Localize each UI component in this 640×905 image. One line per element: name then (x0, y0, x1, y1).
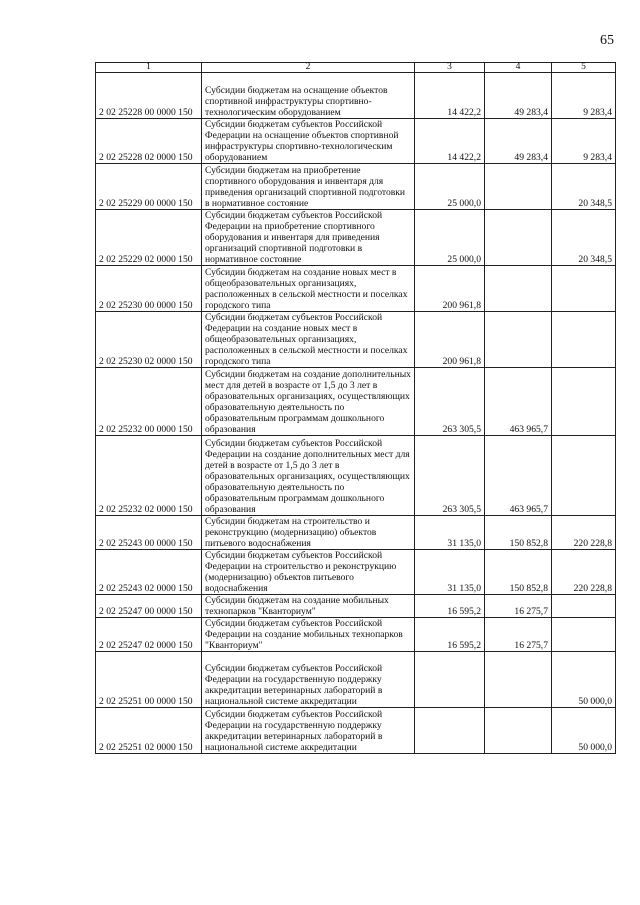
value-col4-cell: 16 275,7 (485, 618, 552, 652)
value-col3-cell (415, 708, 485, 754)
column-header: 4 (485, 63, 552, 73)
description-cell: Субсидии бюджетам на создание новых мест в общеобразовательных организациях, расположенных в сельской местности и поселках городского типа (202, 266, 415, 312)
value-col4-cell: 463 965,7 (485, 368, 552, 436)
description-cell: Субсидии бюджетам субъектов Российской Федерации на государственную поддержку аккредитации ветеринарных лабораторий в национальной системе аккредитации (202, 652, 415, 708)
value-col4-cell: 49 283,4 (485, 73, 552, 119)
value-col3-cell: 25 000,0 (415, 164, 485, 210)
value-col4-cell: 16 275,7 (485, 595, 552, 618)
description-cell: Субсидии бюджетам субъектов Российской Федерации на создание мобильных технопарков "Кванториум" (202, 618, 415, 652)
column-header: 3 (415, 63, 485, 73)
column-header: 5 (552, 63, 616, 73)
column-header: 2 (202, 63, 415, 73)
description-cell: Субсидии бюджетам на оснащение объектов спортивной инфраструктуры спортивно-технологическим оборудованием (202, 73, 415, 119)
value-col4-cell (485, 266, 552, 312)
value-col5-cell (552, 595, 616, 618)
description-cell: Субсидии бюджетам субъектов Российской Федерации на строительство и реконструкцию (модернизацию) объектов питьевого водоснабжения (202, 550, 415, 595)
value-col3-cell: 25 000,0 (415, 210, 485, 266)
budget-code-cell: 2 02 25229 00 0000 150 (96, 164, 202, 210)
budget-code-cell: 2 02 25251 02 0000 150 (96, 708, 202, 754)
table-row (96, 516, 616, 550)
value-col4-cell (485, 164, 552, 210)
budget-code-cell: 2 02 25247 02 0000 150 (96, 618, 202, 652)
value-col3-cell (415, 652, 485, 708)
table-row (96, 652, 616, 708)
value-col5-cell (552, 368, 616, 436)
table-body (96, 73, 616, 754)
description-cell: Субсидии бюджетам на создание дополнительных мест для детей в возрасте от 1,5 до 3 лет в образовательных организациях, осуществляющих образовательную деятельность по образовательным программам дошкольного образования (202, 368, 415, 436)
budget-code-cell: 2 02 25228 02 0000 150 (96, 119, 202, 164)
value-col3-cell: 200 961,8 (415, 312, 485, 368)
value-col3-cell: 200 961,8 (415, 266, 485, 312)
budget-code-cell: 2 02 25229 02 0000 150 (96, 210, 202, 266)
value-col3-cell: 31 135,0 (415, 550, 485, 595)
budget-code-cell: 2 02 25247 00 0000 150 (96, 595, 202, 618)
value-col5-cell: 9 283,4 (552, 119, 616, 164)
value-col4-cell: 49 283,4 (485, 119, 552, 164)
value-col3-cell: 31 135,0 (415, 516, 485, 550)
table-row (96, 595, 616, 618)
table-row (96, 119, 616, 164)
budget-code-cell: 2 02 25230 00 0000 150 (96, 266, 202, 312)
table-row (96, 164, 616, 210)
value-col5-cell (552, 436, 616, 516)
table-header (96, 63, 616, 73)
budget-code-cell: 2 02 25243 02 0000 150 (96, 550, 202, 595)
description-cell: Субсидии бюджетам субъектов Российской Федерации на государственную поддержку аккредитации ветеринарных лабораторий в национальной системе аккредитации (202, 708, 415, 754)
table-row (96, 618, 616, 652)
table-row (96, 73, 616, 119)
table-row (96, 368, 616, 436)
budget-code-cell: 2 02 25251 00 0000 150 (96, 652, 202, 708)
description-cell: Субсидии бюджетам на строительство и реконструкцию (модернизацию) объектов питьевого водоснабжения (202, 516, 415, 550)
value-col4-cell (485, 312, 552, 368)
value-col5-cell: 50 000,0 (552, 652, 616, 708)
value-col5-cell: 20 348,5 (552, 210, 616, 266)
value-col4-cell (485, 652, 552, 708)
value-col5-cell: 50 000,0 (552, 708, 616, 754)
value-col3-cell: 14 422,2 (415, 73, 485, 119)
value-col4-cell: 150 852,8 (485, 550, 552, 595)
table-row (96, 708, 616, 754)
budget-code-cell: 2 02 25243 00 0000 150 (96, 516, 202, 550)
budget-code-cell: 2 02 25230 02 0000 150 (96, 312, 202, 368)
value-col5-cell: 220 228,8 (552, 516, 616, 550)
description-cell: Субсидии бюджетам субъектов Российской Федерации на приобретение спортивного оборудования и инвентаря для приведения организаций спортивной подготовки в нормативное состояние (202, 210, 415, 266)
table-row (96, 550, 616, 595)
value-col4-cell: 150 852,8 (485, 516, 552, 550)
value-col3-cell: 16 595,2 (415, 595, 485, 618)
description-cell: Субсидии бюджетам на создание мобильных технопарков "Кванториум" (202, 595, 415, 618)
column-header: 1 (96, 63, 202, 73)
budget-code-cell: 2 02 25228 00 0000 150 (96, 73, 202, 119)
page-number: 65 (600, 33, 614, 48)
description-cell: Субсидии бюджетам субъектов Российской Федерации на создание дополнительных мест для детей в возрасте от 1,5 до 3 лет в образовательных организациях, осуществляющих образовательную деятельность по образовательным программам дошкольного образования (202, 436, 415, 516)
budget-table (95, 62, 616, 754)
value-col5-cell: 20 348,5 (552, 164, 616, 210)
value-col4-cell (485, 210, 552, 266)
value-col3-cell: 16 595,2 (415, 618, 485, 652)
description-cell: Субсидии бюджетам субъектов Российской Федерации на оснащение объектов спортивной инфраструктуры спортивно-технологическим оборудованием (202, 119, 415, 164)
description-cell: Субсидии бюджетам на приобретение спортивного оборудования и инвентаря для приведения организаций спортивной подготовки в нормативное состояние (202, 164, 415, 210)
value-col5-cell (552, 618, 616, 652)
value-col5-cell (552, 312, 616, 368)
value-col3-cell: 14 422,2 (415, 119, 485, 164)
table-row (96, 312, 616, 368)
table-row (96, 266, 616, 312)
value-col3-cell: 263 305,5 (415, 368, 485, 436)
table-row (96, 210, 616, 266)
value-col3-cell: 263 305,5 (415, 436, 485, 516)
value-col5-cell: 9 283,4 (552, 73, 616, 119)
value-col4-cell (485, 708, 552, 754)
budget-code-cell: 2 02 25232 02 0000 150 (96, 436, 202, 516)
description-cell: Субсидии бюджетам субъектов Российской Федерации на создание новых мест в общеобразовательных организациях, расположенных в сельской местности и поселках городского типа (202, 312, 415, 368)
value-col5-cell (552, 266, 616, 312)
value-col4-cell: 463 965,7 (485, 436, 552, 516)
value-col5-cell: 220 228,8 (552, 550, 616, 595)
budget-code-cell: 2 02 25232 00 0000 150 (96, 368, 202, 436)
table-row (96, 436, 616, 516)
